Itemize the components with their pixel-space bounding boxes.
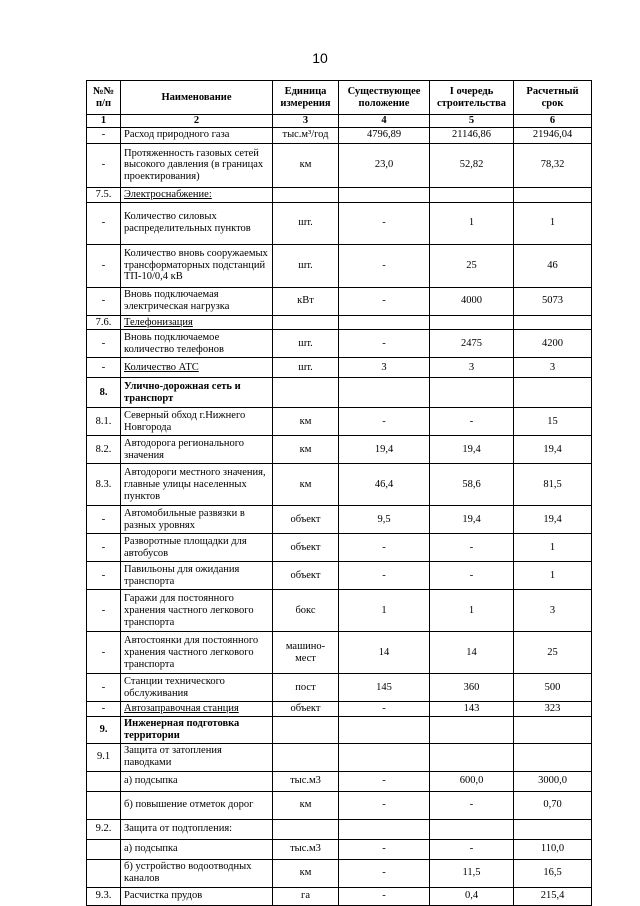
row-unit	[273, 378, 339, 408]
col-index: 5	[430, 115, 514, 128]
row-first-stage-value: 52,82	[430, 143, 514, 187]
table-row	[87, 632, 592, 674]
row-target-value: 3	[514, 590, 592, 632]
row-first-stage-value: 143	[430, 702, 514, 717]
row-number: 7.5.	[87, 187, 121, 202]
row-first-stage-value: 21146,86	[430, 127, 514, 143]
row-existing-value	[339, 187, 430, 202]
row-existing-value: -	[339, 287, 430, 315]
row-name: Количество силовых распределительных пунктов	[121, 202, 273, 244]
row-unit	[273, 717, 339, 744]
row-target-value	[514, 315, 592, 330]
table-row	[87, 202, 592, 244]
table-header-row	[87, 81, 592, 115]
row-number	[87, 791, 121, 819]
row-existing-value: -	[339, 244, 430, 287]
table-row	[87, 127, 592, 143]
row-number	[87, 859, 121, 887]
row-number: -	[87, 287, 121, 315]
row-number: -	[87, 674, 121, 702]
row-number: 8.3.	[87, 464, 121, 506]
row-number: 7.6.	[87, 315, 121, 330]
row-name: б) устройство водоотводных каналов	[121, 859, 273, 887]
table-row	[87, 590, 592, 632]
row-first-stage-value: 14	[430, 632, 514, 674]
col-index: 2	[121, 115, 273, 128]
row-existing-value: 4796,89	[339, 127, 430, 143]
row-existing-value: -	[339, 202, 430, 244]
row-unit: км	[273, 791, 339, 819]
row-unit: км	[273, 859, 339, 887]
row-target-value: 81,5	[514, 464, 592, 506]
row-unit	[273, 187, 339, 202]
row-number: -	[87, 702, 121, 717]
table-row	[87, 506, 592, 534]
row-number: -	[87, 127, 121, 143]
row-first-stage-value: -	[430, 562, 514, 590]
row-unit: бокс	[273, 590, 339, 632]
row-number: -	[87, 358, 121, 378]
row-target-value: 5073	[514, 287, 592, 315]
row-name: Инженерная подготовка территории	[121, 717, 273, 744]
row-name: Протяженность газовых сетей высокого давления (в границах проектирования)	[121, 143, 273, 187]
row-first-stage-value: 19,4	[430, 436, 514, 464]
table-row	[87, 408, 592, 436]
row-name: Автомобильные развязки в разных уровнях	[121, 506, 273, 534]
row-existing-value: 23,0	[339, 143, 430, 187]
row-first-stage-value	[430, 187, 514, 202]
row-unit	[273, 315, 339, 330]
row-name: Количество вновь сооружаемых трансформаторных подстанций ТП-10/0,4 кВ	[121, 244, 273, 287]
row-unit: км	[273, 436, 339, 464]
row-target-value	[514, 717, 592, 744]
row-first-stage-value	[430, 743, 514, 771]
header-num: №№ п/п	[87, 81, 121, 115]
row-first-stage-value: 1	[430, 590, 514, 632]
row-existing-value: -	[339, 791, 430, 819]
table-row	[87, 839, 592, 859]
col-index: 4	[339, 115, 430, 128]
row-target-value: 323	[514, 702, 592, 717]
row-unit	[273, 743, 339, 771]
row-existing-value: -	[339, 534, 430, 562]
row-name: Вновь подключаемая электрическая нагрузка	[121, 287, 273, 315]
table-row	[87, 378, 592, 408]
row-unit: тыс.м3	[273, 771, 339, 791]
row-number: 9.2.	[87, 819, 121, 839]
row-number	[87, 771, 121, 791]
row-name: Автозаправочная станция	[121, 702, 273, 717]
row-unit: объект	[273, 506, 339, 534]
row-first-stage-value	[430, 819, 514, 839]
table-row	[87, 674, 592, 702]
row-number: -	[87, 506, 121, 534]
table-row	[87, 143, 592, 187]
row-number: -	[87, 590, 121, 632]
table-row	[87, 791, 592, 819]
row-number: 8.1.	[87, 408, 121, 436]
header-target: Расчетный срок	[514, 81, 592, 115]
table-row	[87, 819, 592, 839]
row-number: 9.	[87, 717, 121, 744]
row-unit: тыс.м³/год	[273, 127, 339, 143]
row-first-stage-value	[430, 315, 514, 330]
row-unit: пост	[273, 674, 339, 702]
row-target-value	[514, 819, 592, 839]
table-row	[87, 358, 592, 378]
table-row	[87, 436, 592, 464]
row-target-value: 19,4	[514, 506, 592, 534]
row-unit: км	[273, 143, 339, 187]
row-first-stage-value: 19,4	[430, 506, 514, 534]
row-target-value: 4200	[514, 330, 592, 358]
row-unit: га	[273, 887, 339, 905]
table-row	[87, 702, 592, 717]
row-existing-value: -	[339, 859, 430, 887]
row-target-value	[514, 743, 592, 771]
row-name: Гаражи для постоянного хранения частного легкового транспорта	[121, 590, 273, 632]
col-index: 1	[87, 115, 121, 128]
table-row	[87, 534, 592, 562]
row-number: -	[87, 632, 121, 674]
table-row	[87, 330, 592, 358]
row-first-stage-value: -	[430, 408, 514, 436]
row-first-stage-value: -	[430, 791, 514, 819]
row-target-value: 78,32	[514, 143, 592, 187]
row-unit: шт.	[273, 330, 339, 358]
row-existing-value: 1	[339, 590, 430, 632]
table-row	[87, 887, 592, 905]
row-existing-value: -	[339, 408, 430, 436]
row-first-stage-value: 360	[430, 674, 514, 702]
row-existing-value: 9,5	[339, 506, 430, 534]
row-first-stage-value: -	[430, 534, 514, 562]
row-first-stage-value: 2475	[430, 330, 514, 358]
header-first-stage: I очередь строительства	[430, 81, 514, 115]
row-target-value	[514, 378, 592, 408]
row-unit: шт.	[273, 244, 339, 287]
row-name: Автодороги местного значения, главные улицы населенных пунктов	[121, 464, 273, 506]
row-target-value: 16,5	[514, 859, 592, 887]
row-name: а) подсыпка	[121, 771, 273, 791]
col-index: 6	[514, 115, 592, 128]
row-number	[87, 839, 121, 859]
row-number: -	[87, 534, 121, 562]
row-target-value	[514, 187, 592, 202]
row-first-stage-value: -	[430, 839, 514, 859]
row-number: -	[87, 202, 121, 244]
row-name: Станции технического обслуживания	[121, 674, 273, 702]
row-first-stage-value: 11,5	[430, 859, 514, 887]
table-row	[87, 717, 592, 744]
row-name: Вновь подключаемое количество телефонов	[121, 330, 273, 358]
row-existing-value	[339, 315, 430, 330]
row-existing-value: -	[339, 330, 430, 358]
row-existing-value	[339, 378, 430, 408]
row-number: -	[87, 562, 121, 590]
row-target-value: 21946,04	[514, 127, 592, 143]
row-name: б) повышение отметок дорог	[121, 791, 273, 819]
row-existing-value: 46,4	[339, 464, 430, 506]
row-existing-value: 14	[339, 632, 430, 674]
row-name: Защита от затопления паводками	[121, 743, 273, 771]
row-target-value: 1	[514, 534, 592, 562]
row-name: Автодорога регионального значения	[121, 436, 273, 464]
row-first-stage-value: 58,6	[430, 464, 514, 506]
row-name: Разворотные площадки для автобусов	[121, 534, 273, 562]
table-row	[87, 743, 592, 771]
row-number: 9.3.	[87, 887, 121, 905]
row-first-stage-value: 3	[430, 358, 514, 378]
table-row	[87, 244, 592, 287]
row-name: Телефонизация	[121, 315, 273, 330]
row-first-stage-value: 4000	[430, 287, 514, 315]
table-row	[87, 771, 592, 791]
row-name: Улично-дорожная сеть и транспорт	[121, 378, 273, 408]
row-target-value: 46	[514, 244, 592, 287]
row-first-stage-value	[430, 378, 514, 408]
row-first-stage-value: 25	[430, 244, 514, 287]
row-target-value: 3000,0	[514, 771, 592, 791]
page-number: 10	[312, 50, 328, 66]
table-row	[87, 859, 592, 887]
row-existing-value: 19,4	[339, 436, 430, 464]
row-unit: машино-мест	[273, 632, 339, 674]
table-row	[87, 287, 592, 315]
table-row	[87, 464, 592, 506]
row-unit: км	[273, 408, 339, 436]
header-name: Наименование	[121, 81, 273, 115]
row-number: -	[87, 244, 121, 287]
row-unit: тыс.м3	[273, 839, 339, 859]
row-name: Автостоянки для постоянного хранения частного легкового транспорта	[121, 632, 273, 674]
row-name: Защита от подтопления:	[121, 819, 273, 839]
row-name: Расчистка прудов	[121, 887, 273, 905]
row-number: 8.	[87, 378, 121, 408]
header-existing: Существующее положение	[339, 81, 430, 115]
column-index-row	[87, 115, 592, 128]
row-existing-value: -	[339, 771, 430, 791]
header-unit: Единица измерения	[273, 81, 339, 115]
row-unit: шт.	[273, 358, 339, 378]
row-existing-value: 3	[339, 358, 430, 378]
row-existing-value: -	[339, 702, 430, 717]
row-name: Павильоны для ожидания транспорта	[121, 562, 273, 590]
row-target-value: 215,4	[514, 887, 592, 905]
row-name: Количество АТС	[121, 358, 273, 378]
row-name: Электроснабжение:	[121, 187, 273, 202]
row-target-value: 25	[514, 632, 592, 674]
row-target-value: 15	[514, 408, 592, 436]
row-first-stage-value	[430, 717, 514, 744]
row-target-value: 19,4	[514, 436, 592, 464]
row-first-stage-value: 0,4	[430, 887, 514, 905]
row-unit: объект	[273, 562, 339, 590]
row-number: 8.2.	[87, 436, 121, 464]
table-row	[87, 562, 592, 590]
row-unit	[273, 819, 339, 839]
row-unit: объект	[273, 534, 339, 562]
table-row	[87, 187, 592, 202]
indicators-table	[86, 80, 592, 906]
row-target-value: 0,70	[514, 791, 592, 819]
row-target-value: 500	[514, 674, 592, 702]
row-number: -	[87, 330, 121, 358]
row-unit: кВт	[273, 287, 339, 315]
row-name: Северный обход г.Нижнего Новгорода	[121, 408, 273, 436]
row-target-value: 110,0	[514, 839, 592, 859]
row-name: а) подсыпка	[121, 839, 273, 859]
row-existing-value	[339, 819, 430, 839]
row-unit: объект	[273, 702, 339, 717]
row-existing-value	[339, 717, 430, 744]
row-existing-value	[339, 743, 430, 771]
row-existing-value: -	[339, 839, 430, 859]
table-row	[87, 315, 592, 330]
row-existing-value: -	[339, 562, 430, 590]
col-index: 3	[273, 115, 339, 128]
row-first-stage-value: 600,0	[430, 771, 514, 791]
row-name: Расход природного газа	[121, 127, 273, 143]
row-unit: км	[273, 464, 339, 506]
row-existing-value: 145	[339, 674, 430, 702]
row-number: 9.1	[87, 743, 121, 771]
row-target-value: 3	[514, 358, 592, 378]
row-unit: шт.	[273, 202, 339, 244]
row-target-value: 1	[514, 562, 592, 590]
row-existing-value: -	[339, 887, 430, 905]
row-first-stage-value: 1	[430, 202, 514, 244]
table-body	[87, 127, 592, 905]
row-target-value: 1	[514, 202, 592, 244]
row-number: -	[87, 143, 121, 187]
